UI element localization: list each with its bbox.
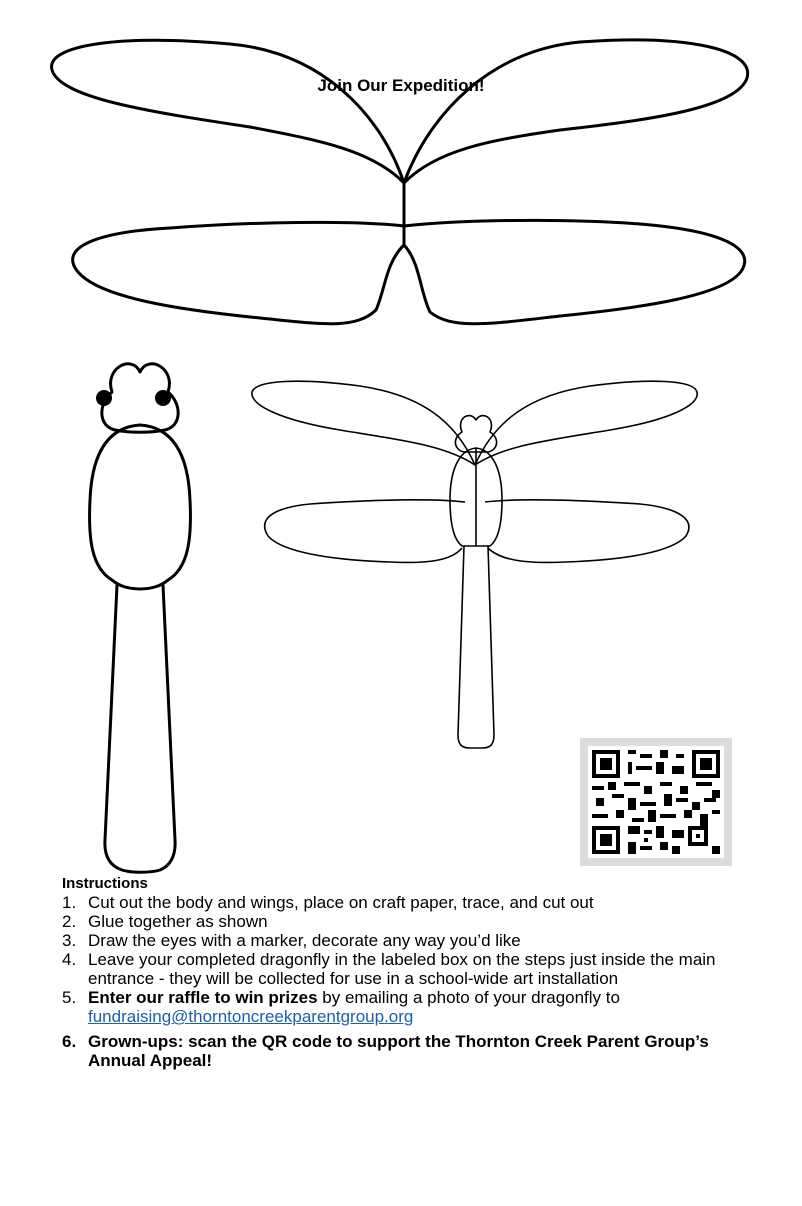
instruction-step xyxy=(62,893,752,912)
example-lower-right-wing xyxy=(485,500,689,563)
step-text: Leave your completed dragonfly in the labeled box on the steps just inside the main entrance - they will be collected for use in a school-wide art installation xyxy=(88,950,716,988)
body-abdomen xyxy=(105,585,175,872)
example-lower-left-wing xyxy=(265,500,465,563)
step-text: Grown-ups: scan the QR code to support the Thornton Creek Parent Group’s Annual Appeal! xyxy=(88,1032,709,1070)
step-number: 3. xyxy=(62,931,77,950)
upper-left-wing xyxy=(52,40,404,183)
left-eye-dot xyxy=(96,390,112,406)
instruction-step xyxy=(62,950,752,988)
instructions-section xyxy=(62,874,752,1070)
step-text: by emailing a photo of your dragonfly to xyxy=(317,988,620,1007)
example-upper-left-wing xyxy=(252,381,475,465)
lower-right-wing xyxy=(404,220,745,323)
upper-right-wing xyxy=(404,40,748,183)
step-text: Draw the eyes with a marker, decorate any way you’d like xyxy=(88,931,521,950)
instruction-step xyxy=(62,1032,752,1070)
example-head xyxy=(455,416,496,452)
step-text: Glue together as shown xyxy=(88,912,268,931)
qr-code-icon xyxy=(588,745,724,859)
example-abdomen xyxy=(458,546,494,748)
step-number: 1. xyxy=(62,893,77,912)
example-upper-right-wing xyxy=(475,381,697,465)
step-number: 5. xyxy=(62,988,77,1007)
instructions-list xyxy=(62,893,752,1070)
step-number: 6. xyxy=(62,1032,77,1051)
right-eye-dot xyxy=(155,390,171,406)
instruction-step xyxy=(62,931,752,950)
body-template xyxy=(90,364,191,872)
body-thorax xyxy=(90,425,191,589)
lower-left-wing xyxy=(73,222,404,323)
step-number: 4. xyxy=(62,950,77,969)
fundraising-email-link[interactable]: fundraising@thorntoncreekparentgroup.org xyxy=(88,1007,414,1026)
instruction-step xyxy=(62,912,752,931)
step-number: 2. xyxy=(62,912,77,931)
instruction-step xyxy=(62,988,752,1026)
qr-code xyxy=(580,738,732,866)
page-title: Join Our Expedition! xyxy=(317,76,485,95)
instructions-heading: Instructions xyxy=(62,875,148,892)
assembled-dragonfly-example xyxy=(252,381,697,748)
raffle-callout: Enter our raffle to win prizes xyxy=(88,988,318,1007)
step-text: Cut out the body and wings, place on craft paper, trace, and cut out xyxy=(88,893,594,912)
